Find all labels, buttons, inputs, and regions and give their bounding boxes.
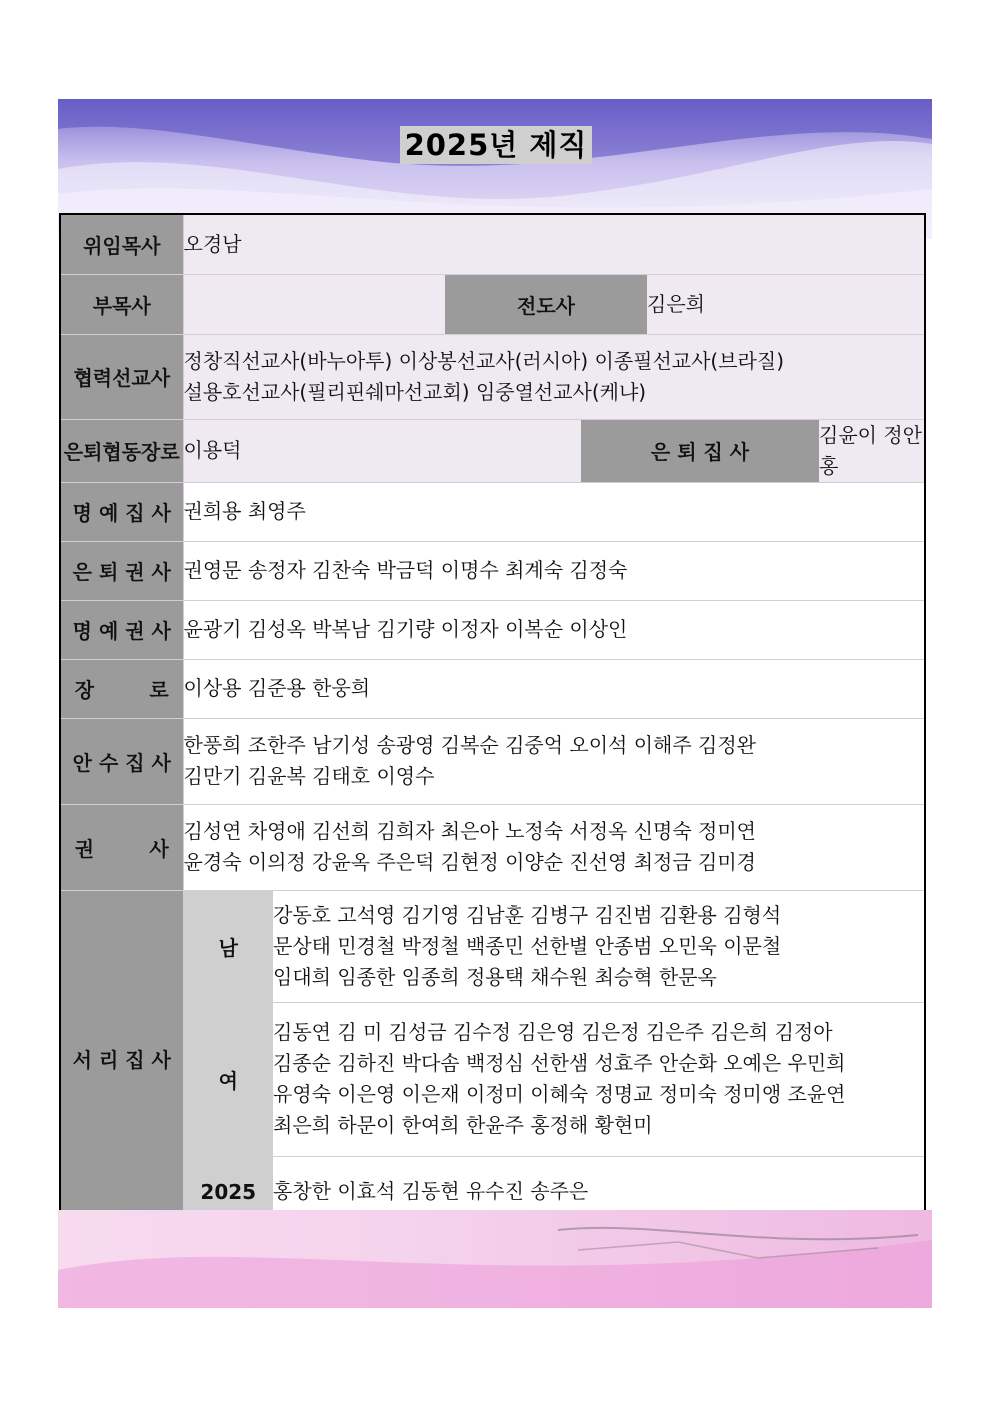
ordained-deacon-line: 김만기 김윤복 김태호 이영수 <box>183 764 435 788</box>
exhorter-line: 윤경숙 이의정 강윤옥 주은덕 김현정 이양순 진선영 최정금 김미경 <box>183 850 756 874</box>
footer-decoration <box>58 1210 932 1308</box>
row-deacon-female <box>60 1002 925 1156</box>
title-text: 2025년 제직 <box>400 126 593 164</box>
label-evangelist: 전도사 <box>445 274 647 334</box>
label-honorary-exhorter: 명 예 권 사 <box>60 600 183 659</box>
label-elder-text: 장 로 <box>74 678 169 702</box>
label-associate-pastor: 부목사 <box>60 274 183 334</box>
ordained-deacon-line: 한풍희 조한주 남기성 송광영 김복순 김중억 오이석 이해주 김정완 <box>183 733 756 757</box>
row-elder <box>60 659 925 718</box>
value-honorary-deacon: 권희용 최영주 <box>183 482 925 541</box>
value-senior-pastor: 오경남 <box>183 214 925 274</box>
row-ordained-deacon <box>60 718 925 804</box>
value-honorary-exhorter: 윤광기 김성옥 박복남 김기량 이정자 이복순 이상인 <box>183 600 925 659</box>
label-ordained-deacon: 안 수 집 사 <box>60 718 183 804</box>
row-senior-pastor <box>60 214 925 274</box>
value-retired-deacon: 김윤이 정안홍 <box>819 419 925 482</box>
missionaries-line: 정창직선교사(바누아투) 이상봉선교사(러시아) 이종필선교사(브라질) <box>183 348 784 373</box>
row-retired-elder <box>60 419 925 482</box>
row-deacon-male <box>60 890 925 1002</box>
deacon-male-line: 강동호 고석영 김기영 김남훈 김병구 김진범 김환용 김형석 <box>273 902 782 927</box>
value-associate-pastor <box>183 274 445 334</box>
value-exhorter <box>183 804 925 890</box>
label-missionaries: 협력선교사 <box>60 334 183 419</box>
label-senior-pastor: 위임목사 <box>60 214 183 274</box>
value-retired-exhorter: 권영문 송정자 김찬숙 박금덕 이명수 최계숙 김정숙 <box>183 541 925 600</box>
label-exhorter-text: 권 사 <box>74 836 169 861</box>
label-deacon-female: 여 <box>183 1002 273 1156</box>
value-missionaries <box>183 334 925 419</box>
label-retired-exhorter: 은 퇴 권 사 <box>60 541 183 600</box>
label-exhorter <box>60 804 183 890</box>
label-retired-elder: 은퇴협동장로 <box>60 419 183 482</box>
row-honorary-deacon <box>60 482 925 541</box>
row-honorary-exhorter <box>60 600 925 659</box>
deacon-male-line: 문상태 민경철 박정철 백종민 선한별 안종범 오민욱 이문철 <box>273 933 782 958</box>
row-associate-pastor <box>60 274 925 334</box>
deacon-female-line: 김종순 김하진 박다솜 백정심 선한샘 성효주 안순화 오예은 우민희 <box>273 1051 846 1075</box>
value-evangelist: 김은희 <box>647 274 925 334</box>
value-deacon-new: 홍창한 이효석 김동현 유수진 송주은 <box>273 1156 925 1228</box>
deacon-female-line: 최은희 하문이 한여희 한윤주 홍정해 황현미 <box>273 1113 653 1137</box>
label-deacon: 서 리 집 사 <box>60 890 183 1228</box>
label-elder <box>60 659 183 718</box>
page-title <box>0 126 992 164</box>
staff-roster-table <box>59 213 926 1229</box>
value-deacon-male <box>273 890 925 1002</box>
label-retired-deacon: 은 퇴 집 사 <box>581 419 819 482</box>
exhorter-line: 김성연 차영애 김선희 김희자 최은아 노정숙 서정옥 신명숙 정미연 <box>183 819 756 843</box>
label-deacon-new: 2025 <box>183 1156 273 1228</box>
missionaries-line: 설용호선교사(필리핀쉐마선교회) 임중열선교사(케냐) <box>183 379 647 404</box>
row-missionaries <box>60 334 925 419</box>
row-exhorter <box>60 804 925 890</box>
deacon-female-line: 유영숙 이은영 이은재 이정미 이혜숙 정명교 정미숙 정미앵 조윤연 <box>273 1082 846 1106</box>
row-retired-exhorter <box>60 541 925 600</box>
value-retired-elder: 이용덕 <box>183 419 581 482</box>
value-elder: 이상용 김준용 한웅희 <box>183 659 925 718</box>
deacon-female-line: 김동연 김 미 김성금 김수정 김은영 김은정 김은주 김은희 김정아 <box>273 1020 833 1044</box>
value-deacon-female <box>273 1002 925 1156</box>
label-deacon-male: 남 <box>183 890 273 1002</box>
value-ordained-deacon <box>183 718 925 804</box>
deacon-male-line: 임대희 임종한 임종희 정용택 채수원 최승혁 한문옥 <box>273 964 717 989</box>
label-honorary-deacon: 명 예 집 사 <box>60 482 183 541</box>
